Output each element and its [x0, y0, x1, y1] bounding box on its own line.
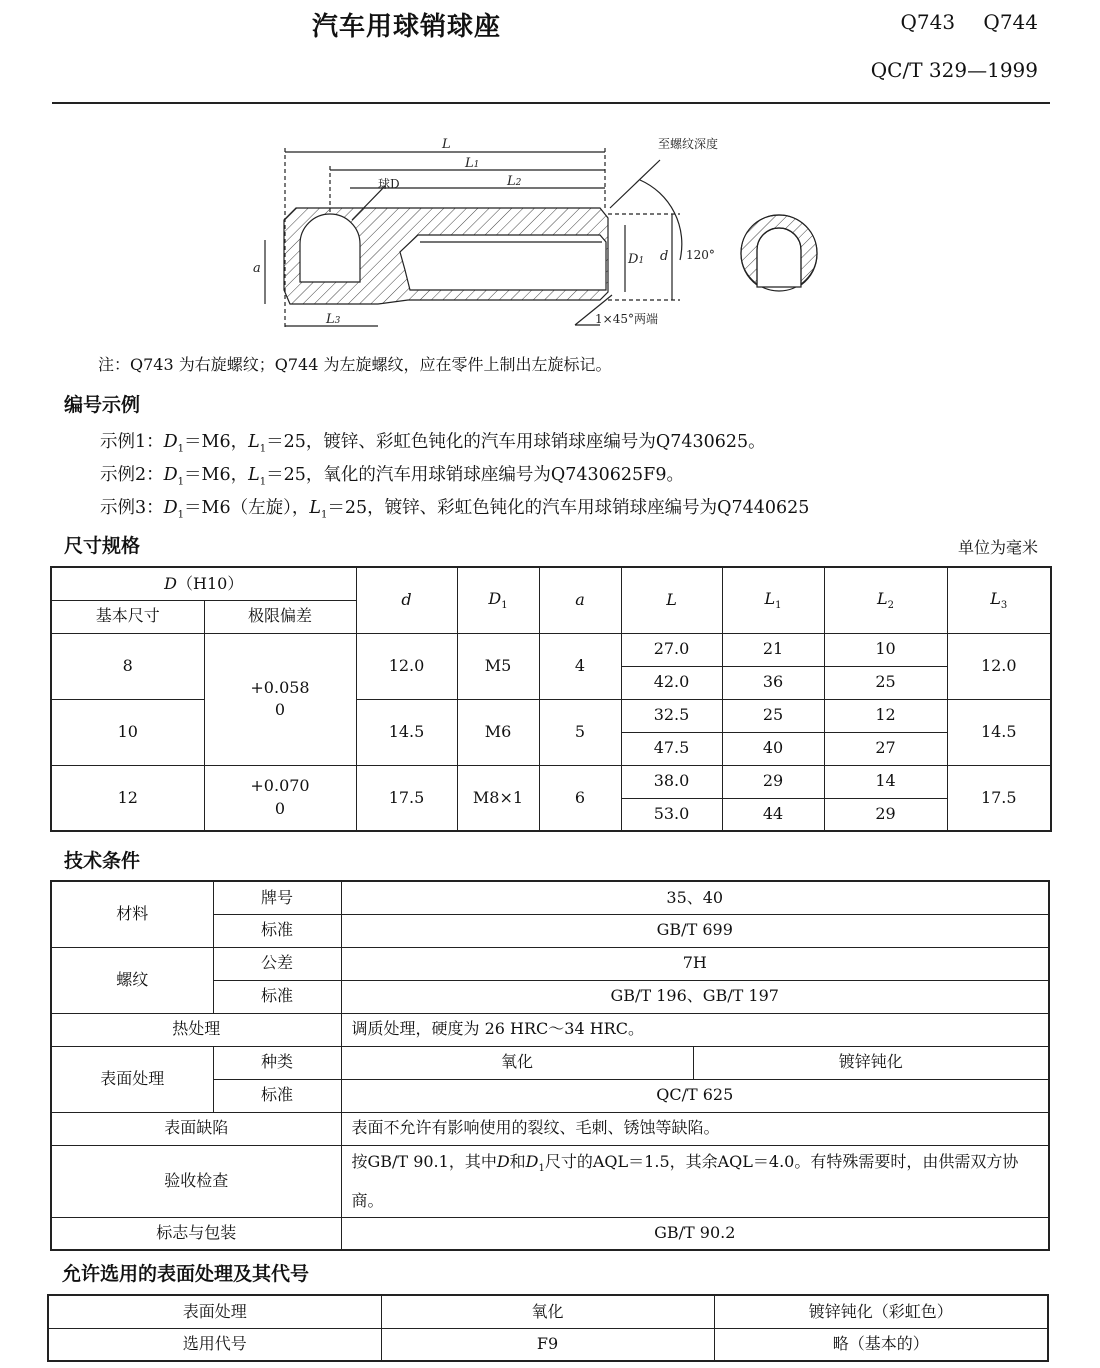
table-row: 42.0 36 25 — [51, 666, 1051, 699]
header-tolerance: 极限偏差 — [204, 600, 356, 633]
example-2: 示例2：$D_1=M6$，$L_1=25$，氧化的汽车用球销球座编号为Q7430625F9。 — [100, 465, 684, 488]
dim-L-label: L — [442, 137, 451, 152]
chamfer-label: 1×45°两端 — [595, 312, 658, 326]
numbering-heading: 编号示例 — [64, 394, 141, 416]
table-row: 选用代号 F9 略（基本的） — [48, 1328, 1048, 1361]
example-1: 示例1：$D_1=M6$，$L_1=25$，镀锌、彩虹色钝化的汽车用球销球座编号为Q7430625。 — [100, 432, 766, 455]
ball-label: 球D — [378, 177, 400, 191]
angle-label: 120° — [686, 248, 715, 262]
note-text: 注：Q743 为右旋螺纹；Q744 为左旋螺纹，应在零件上制出左旋标记。 — [98, 355, 612, 374]
table-row: 12 +0.070 0 17.5 M8×1 6 38.0 29 14 17.5 — [51, 765, 1051, 798]
header-rule — [52, 102, 1050, 104]
table-row: 表面处理 氧化 镀锌钝化（彩虹色） — [48, 1295, 1048, 1328]
dimensions-heading: 尺寸规格 — [64, 535, 141, 557]
product-codes: Q743 Q744 — [900, 10, 1038, 34]
table-row: 8 +0.058 0 12.0 M5 4 27.0 21 10 12.0 — [51, 633, 1051, 666]
header-L2: $L_2$ — [824, 567, 947, 633]
header-d: d — [356, 567, 457, 633]
acceptance-text: 按GB/T 90.1，其中D和$D_1$尺寸的AQL＝1.5，其余AQL＝4.0。有特殊需要时，由供需双方协商。 — [341, 1145, 1049, 1217]
page-title: 汽车用球销球座 — [312, 12, 502, 42]
part-drawing — [0, 120, 1100, 340]
dim-D1-label: D1 — [628, 252, 645, 267]
tolerance-cell: +0.058 0 — [204, 633, 356, 765]
header-L1: $L_1$ — [722, 567, 824, 633]
header-a: a — [539, 567, 621, 633]
table-row: 53.0 44 29 — [51, 798, 1051, 831]
header-basic-size: 基本尺寸 — [51, 600, 204, 633]
dim-L2-label: L2 — [507, 174, 522, 189]
header-D1: $D_1$ — [457, 567, 539, 633]
header-L3: $L_3$ — [947, 567, 1051, 633]
surface-codes-heading: 允许选用的表面处理及其代号 — [62, 1263, 310, 1285]
dim-d-label: d — [660, 249, 669, 264]
tolerance-cell: +0.070 0 — [204, 765, 356, 831]
example-3: 示例3：$D_1=M6$（左旋），$L_1=25$，镀锌、彩虹色钝化的汽车用球销球座编号为Q7440625 — [100, 498, 810, 521]
dim-a-label: a — [253, 261, 261, 276]
dim-L1-label: L1 — [465, 156, 480, 171]
table-row: 47.5 40 27 — [51, 732, 1051, 765]
dimensions-table — [50, 566, 1052, 832]
header-D-H10: D（H10） — [51, 567, 356, 600]
standard-number: QC/T 329—1999 — [870, 58, 1038, 82]
thread-depth-label: 至螺纹深度 — [658, 137, 719, 151]
surface-codes-table — [47, 1294, 1049, 1362]
unit-label: 单位为毫米 — [957, 538, 1038, 557]
dim-L3-label: L3 — [326, 312, 341, 327]
table-row: 10 14.5 M6 5 32.5 25 12 14.5 — [51, 699, 1051, 732]
header-L: L — [621, 567, 722, 633]
tech-table: 材料 牌号 35、40 标准 GB/T 699 螺纹 公差 7H 标准 GB/T 196、GB/T 197 热处理 调质处理，硬度为 26 HRC～34 HRC。 表面处理 种类 氧化 镀锌钝化 标准 QC/T 625 表面缺陷 表面不允许有影响使用的裂纹、毛刺、锈蚀等缺陷。 验收检查 按GB/T 90.1，其中D和$D_1$尺寸的AQL＝1.5，其余AQL＝4.0。有特殊需要时，由供需双方协商。 标志与包装 GB/T 90.2 — [50, 880, 1050, 1251]
tech-heading: 技术条件 — [64, 850, 141, 872]
